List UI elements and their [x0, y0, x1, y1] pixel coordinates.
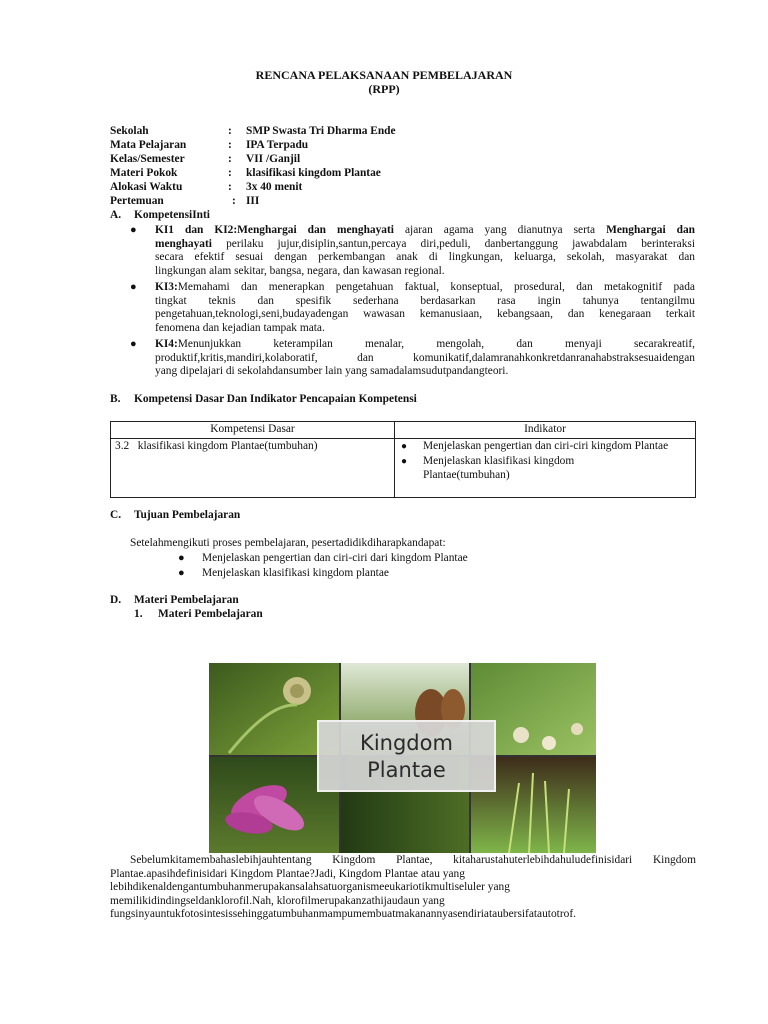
- kd-text: klasifikasi kingdom Plantae(tumbuhan): [137, 439, 318, 452]
- ki4-paragraph: [155, 338, 695, 379]
- bullet-icon: ●: [401, 440, 408, 452]
- materi-line: Sebelumkitamembahaslebihjauhtentang Kingdom Plantae, kitaharustahuterlebihdahuludefinisidari Kingdom: [130, 854, 696, 866]
- ki12-text: ajaran agama yang dianutnya serta: [393, 224, 607, 236]
- identity-row-pertemuan: [110, 195, 710, 209]
- identity-value: SMP Swasta Tri Dharma Ende: [246, 125, 396, 137]
- table-cell-kd: [111, 438, 395, 497]
- table-row: [111, 438, 696, 497]
- tujuan-item: Menjelaskan klasifikasi kingdom plantae: [202, 567, 389, 579]
- section-title: Kompetensi Dasar Dan Indikator Pencapaian Kompetensi: [134, 393, 417, 405]
- bullet-icon: ●: [130, 224, 137, 236]
- section-number: C.: [110, 509, 122, 521]
- identity-separator: :: [228, 153, 232, 165]
- ki3-bold-lead: KI3:: [155, 281, 178, 293]
- subsection-title: Materi Pembelajaran: [158, 608, 263, 620]
- ki3-line: fenomena dan kejadian tampak mata.: [155, 321, 325, 334]
- indikator-text: Menjelaskan klasifikasi kingdom Plantae(tumbuhan): [423, 455, 575, 481]
- document-title: RENCANA PELAKSANAAN PEMBELAJARAN: [255, 68, 513, 82]
- identity-label: Mata Pelajaran: [110, 139, 187, 151]
- identity-label: Pertemuan: [110, 195, 164, 207]
- ki12-bold: menghayati: [155, 237, 212, 250]
- identity-label: Kelas/Semester: [110, 153, 185, 165]
- identity-value: III: [246, 195, 260, 207]
- list-item: [401, 440, 691, 454]
- section-d-heading: [110, 594, 239, 608]
- identity-separator: :: [228, 125, 232, 137]
- section-title: Tujuan Pembelajaran: [134, 509, 241, 521]
- identity-value: klasifikasi kingdom Plantae: [246, 167, 381, 179]
- banner-line: Kingdom: [360, 731, 453, 755]
- ki4-line: yang dipelajari di sekolahdansumber lain yang samadalamsudutpandangteori.: [155, 365, 509, 378]
- bullet-icon: ●: [130, 281, 137, 293]
- bullet-icon: ●: [178, 552, 185, 564]
- ki4-line: produktif,kritis,mandiri,kolaboratif, dan komunikatif,dalamranahkonkretdanranahabstraksesuaidengan: [155, 351, 695, 364]
- identity-value: VII /Ganjil: [246, 153, 301, 165]
- identity-row-sekolah: [110, 125, 710, 139]
- table-header-cell: Indikator: [395, 422, 696, 439]
- ki3-line: tingkat teknis dan spesifik sederhana berdasarkan rasa ingin tahunya tentangilmu: [155, 294, 695, 307]
- ki12-line: lingkungan alam sekitar, bangsa, negara, dan kawasan regional.: [155, 264, 445, 277]
- section-c-heading: [110, 509, 240, 523]
- ki3-paragraph: [155, 281, 695, 335]
- ki1-ki2-paragraph: [155, 224, 695, 278]
- bullet-icon: ●: [401, 456, 408, 468]
- section-title: Materi Pembelajaran: [134, 594, 239, 606]
- identity-row-materi-pokok: [110, 167, 710, 181]
- section-b-heading: [110, 393, 417, 407]
- ki4-text: Menunjukkan keterampilan menalar, mengolah, dan menyaji secarakreatif,: [177, 338, 695, 350]
- list-item: [401, 455, 691, 482]
- materi-line: lebihdikenaldengantumbuhanmerupakansalahsatuorganismeeukariotikmultiseluler yang: [110, 881, 510, 894]
- identity-separator: :: [228, 181, 232, 193]
- ki12-bold: Menghargai dan: [606, 224, 695, 236]
- identity-row-mata-pelajaran: [110, 139, 710, 153]
- kingdom-plantae-image: [209, 663, 596, 853]
- tujuan-item: Menjelaskan pengertian dan ciri-ciri dari kingdom Plantae: [202, 552, 468, 564]
- materi-line: Plantae.apasihdefinisidari Kingdom Plantae?Jadi, Kingdom Plantae atau yang: [110, 867, 465, 880]
- bullet-icon: ●: [130, 338, 137, 350]
- identity-row-alokasi-waktu: [110, 181, 710, 195]
- identity-value: 3x 40 menit: [246, 181, 303, 193]
- identity-label: Sekolah: [110, 125, 149, 137]
- table-header-row: [111, 422, 696, 439]
- kompetensi-table: [110, 421, 696, 498]
- banner-line: Plantae: [367, 758, 446, 782]
- section-number: D.: [110, 594, 122, 606]
- ki3-text: Memahami dan menerapkan pengetahuan faktual, konseptual, prosedural, dan metakognitif pada: [177, 281, 695, 293]
- table-header-cell: Kompetensi Dasar: [111, 422, 395, 439]
- materi-line: memilikidindingseldanklorofil.Nah, klorofilmerupakanzathijaudaun yang: [110, 894, 445, 907]
- identity-separator: :: [228, 139, 232, 151]
- ki4-bold-lead: KI4:: [155, 338, 178, 350]
- materi-paragraph: [110, 854, 696, 922]
- identity-label: Materi Pokok: [110, 167, 178, 179]
- ki12-bold-lead: KI1 dan KI2:Menghargai dan menghayati: [155, 224, 394, 236]
- subsection-heading: [134, 608, 263, 622]
- identity-separator: :: [232, 195, 236, 207]
- image-banner: [317, 720, 496, 792]
- identity-row-kelas-semester: [110, 153, 710, 167]
- identity-label: Alokasi Waktu: [110, 181, 183, 193]
- ki12-line: secara efektif sesuai dengan perkembangan anak di lingkungan, keluarga, sekolah, masyarakat dan: [155, 251, 695, 264]
- ki12-text: perilaku jujur,disiplin,santun,percaya diri,peduli, danbertanggung jawabdalam berinteraksi: [211, 237, 695, 250]
- materi-line: fungsinyauntukfotosintesissehinggatumbuhanmampumembuatmakanannyasendiriataubersifatautotrof.: [110, 908, 576, 921]
- section-number: A.: [110, 209, 122, 221]
- identity-value: IPA Terpadu: [246, 139, 309, 151]
- identity-separator: :: [228, 167, 232, 179]
- section-number: B.: [110, 393, 121, 405]
- table-cell-indikator: [395, 438, 696, 497]
- tujuan-intro: Setelahmengikuti proses pembelajaran, pesertadidikdiharapkandapat:: [130, 537, 446, 549]
- ki3-line: pengetahuan,teknologi,seni,budayadengan wawasan kemanusiaan, kebangsaan, dan kenegaraan terkait: [155, 308, 695, 321]
- subsection-number: 1.: [134, 608, 143, 620]
- section-title: KompetensiInti: [134, 209, 210, 221]
- indikator-text: Menjelaskan pengertian dan ciri-ciri kingdom Plantae: [423, 439, 669, 452]
- section-a-heading: [110, 209, 210, 223]
- kd-number: 3.2: [115, 439, 130, 452]
- document-subtitle: (RPP): [368, 82, 400, 96]
- bullet-icon: ●: [178, 567, 185, 579]
